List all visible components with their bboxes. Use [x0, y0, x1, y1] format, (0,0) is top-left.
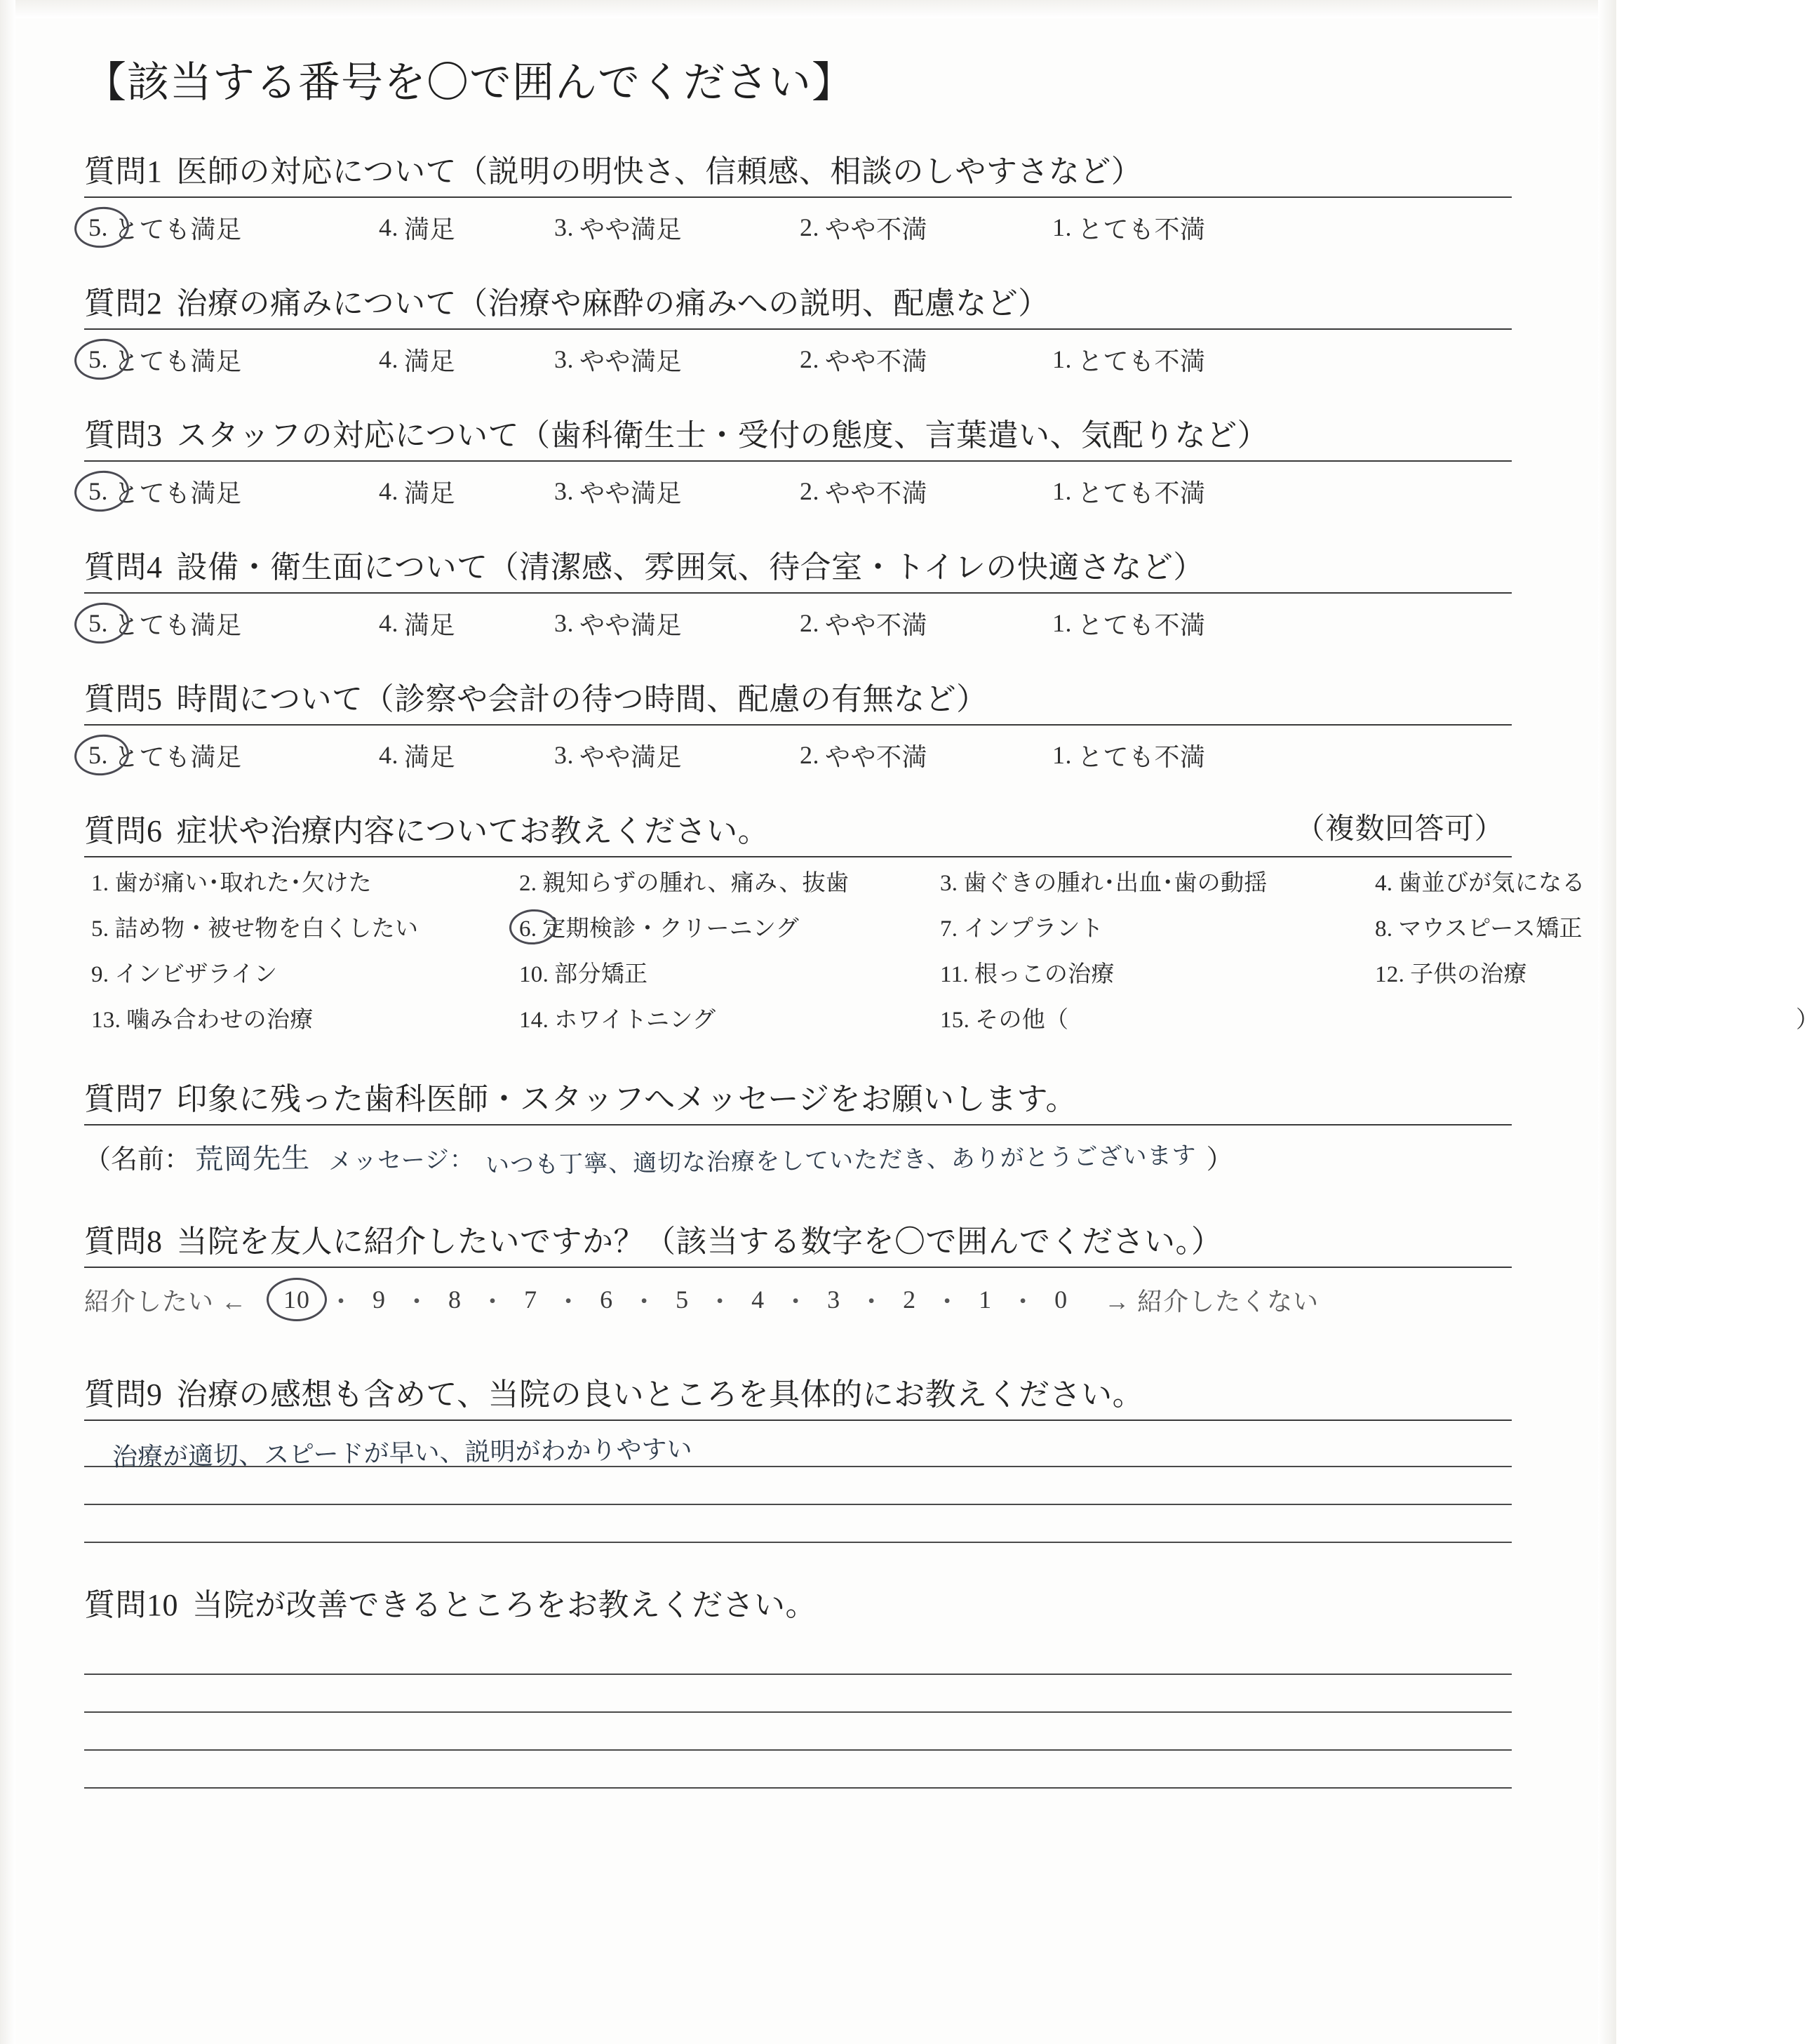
- question-5-rule: [84, 724, 1512, 726]
- question-5-options: [84, 733, 1532, 777]
- option-label: やや不満: [825, 610, 928, 639]
- question-8-rule: [84, 1267, 1512, 1268]
- option-label: とても不満: [1078, 479, 1206, 507]
- scale-dot: ・: [1010, 1287, 1037, 1316]
- scale-dot: ・: [631, 1287, 658, 1316]
- q8-value-4[interactable]: [733, 1285, 783, 1314]
- q6-option-15[interactable]: [933, 1001, 1819, 1034]
- option-number: 2.: [800, 741, 819, 769]
- q4-option-3[interactable]: [554, 606, 800, 641]
- q5-option-5[interactable]: [84, 737, 379, 773]
- scale-dot: ・: [556, 1287, 582, 1316]
- option-label: 満足: [404, 742, 456, 771]
- q2-option-3[interactable]: [554, 342, 800, 378]
- option-label: マウスピース矯正: [1398, 916, 1583, 942]
- write-line: [84, 1674, 1512, 1675]
- q2-option-2[interactable]: [800, 342, 1052, 378]
- option-label: やや満足: [579, 479, 683, 507]
- q5-option-4[interactable]: [379, 737, 554, 773]
- page-title: 【該当する番号を〇で囲んでください】: [84, 60, 854, 106]
- q4-option-1[interactable]: [1052, 606, 1277, 641]
- question-1-text: 医師の対応について（説明の明快さ、信頼感、相談のしやすさなど）: [176, 154, 1143, 189]
- question-1-rule: [84, 196, 1512, 198]
- option-label: 部分矯正: [554, 962, 648, 987]
- q3-option-5[interactable]: [84, 474, 379, 509]
- q8-value-5[interactable]: [657, 1285, 707, 1314]
- q6-option-11[interactable]: [933, 956, 1368, 989]
- question-block-9: [84, 1369, 1532, 1543]
- option-label: 定期検診・クリーニング: [542, 916, 799, 942]
- q4-option-5[interactable]: [84, 606, 379, 641]
- option-number: 4.: [1375, 871, 1393, 896]
- option-label: とても満足: [114, 347, 242, 375]
- option-number: 5.: [88, 609, 108, 637]
- option-number: 1.: [1052, 609, 1072, 637]
- q6-option-spacer: [1368, 1001, 1599, 1034]
- scan-edge-right: [1598, 0, 1616, 2044]
- question-9-heading: [84, 1369, 1532, 1414]
- q3-option-3[interactable]: [554, 474, 800, 509]
- question-4-text: 設備・衛生面について（清潔感、雰囲気、待合室・トイレの快適さなど）: [176, 550, 1204, 585]
- option-number: 4.: [379, 213, 398, 241]
- q1-option-2[interactable]: [800, 210, 1052, 246]
- q4-option-4[interactable]: [379, 606, 554, 641]
- question-5-number: 質問5: [84, 682, 163, 716]
- option-number: 12.: [1375, 962, 1405, 987]
- option-number: 5.: [91, 916, 109, 942]
- q7-message-label: メッセージ：: [328, 1145, 475, 1176]
- option-label: とても不満: [1078, 610, 1206, 639]
- q6-option-13[interactable]: [84, 1001, 512, 1034]
- write-line: [84, 1787, 1512, 1789]
- scale-dot: ・: [480, 1287, 506, 1316]
- option-number: 13.: [91, 1008, 121, 1033]
- option-number: 4.: [379, 609, 398, 637]
- question-10-number: 質問10: [84, 1588, 178, 1622]
- option-label: やや満足: [579, 610, 683, 639]
- option-number: 3.: [554, 741, 574, 769]
- option-label: インビザライン: [114, 962, 278, 987]
- option-label: その他（: [975, 1008, 1069, 1033]
- q1-option-1[interactable]: [1052, 210, 1277, 246]
- q4-option-2[interactable]: [800, 606, 1052, 641]
- q7-message-value: いつも丁寧、適切な治療をしていただき、ありがとうございます: [485, 1141, 1197, 1180]
- option-label: 歯並びが気になる: [1398, 871, 1585, 896]
- question-block-5: [84, 674, 1532, 777]
- question-7-text: 印象に残った歯科医師・スタッフへメッセージをお願いします。: [176, 1082, 1077, 1116]
- q8-value-1[interactable]: [960, 1285, 1010, 1314]
- option-number: 3.: [554, 477, 574, 505]
- scale-dot: ・: [404, 1287, 431, 1316]
- option-label: とても不満: [1078, 742, 1206, 771]
- option-number: 1.: [1052, 213, 1072, 241]
- question-block-2: [84, 278, 1532, 382]
- q8-left-label: 紹介したい ←: [84, 1287, 248, 1316]
- scale-number: 7: [524, 1285, 538, 1314]
- scale-number: 3: [827, 1285, 841, 1314]
- option-label: やや不満: [825, 347, 928, 375]
- option-label: ホワイトニング: [554, 1008, 716, 1033]
- q2-option-5[interactable]: [84, 342, 379, 378]
- scale-number: 5: [676, 1285, 690, 1314]
- question-6-number: 質問6: [84, 814, 163, 848]
- scale-number: 8: [448, 1285, 462, 1314]
- option-number: 5.: [88, 477, 108, 505]
- option-label: とても不満: [1078, 347, 1206, 375]
- q7-name-label: （名前：: [84, 1145, 192, 1175]
- q6-option-1[interactable]: [84, 864, 512, 897]
- scale-number: 1: [979, 1285, 993, 1314]
- question-block-3: [84, 410, 1532, 514]
- option-label: インプラント: [963, 916, 1104, 942]
- option-number: 5.: [88, 345, 108, 373]
- q3-option-1[interactable]: [1052, 474, 1277, 509]
- question-2-heading: [84, 278, 1532, 323]
- q6-option-2[interactable]: [512, 864, 933, 897]
- question-2-number: 質問2: [84, 286, 163, 321]
- q6-option-7[interactable]: [933, 910, 1368, 943]
- option-number: 5.: [88, 213, 108, 241]
- option-number: 5.: [88, 741, 108, 769]
- scale-dot: ・: [783, 1287, 810, 1316]
- q6-option-9[interactable]: [84, 956, 512, 989]
- option-number: 3.: [554, 213, 574, 241]
- option-label: 満足: [404, 347, 456, 375]
- option-number: 2.: [519, 871, 537, 896]
- option-number: 4.: [379, 477, 398, 505]
- question-5-heading: [84, 674, 1532, 719]
- question-9-text: 治療の感想も含めて、当院の良いところを具体的にお教えください。: [176, 1377, 1144, 1412]
- question-1-heading: [84, 146, 1532, 191]
- question-8-scale: [84, 1275, 1532, 1324]
- q5-option-3[interactable]: [554, 737, 800, 773]
- option-label: とても満足: [114, 610, 242, 639]
- option-label: とても満足: [114, 215, 242, 243]
- option-number: 4.: [379, 741, 398, 769]
- option-label: やや満足: [579, 347, 683, 375]
- q1-option-5[interactable]: [84, 210, 379, 246]
- question-block-4: [84, 542, 1532, 646]
- question-8-number: 質問8: [84, 1224, 163, 1259]
- question-6-note: （複数回答可）: [1295, 813, 1504, 846]
- option-number: 1.: [1052, 477, 1072, 505]
- option-number: 2.: [800, 477, 819, 505]
- question-6-options: [84, 864, 1819, 1034]
- q8-value-10[interactable]: [265, 1285, 328, 1314]
- q8-value-9[interactable]: [354, 1285, 404, 1314]
- option-number: 14.: [519, 1008, 549, 1033]
- q6-option-5[interactable]: [84, 910, 512, 943]
- option-number: 9.: [91, 962, 109, 987]
- question-block-8: [84, 1216, 1532, 1324]
- q8-value-0[interactable]: [1036, 1285, 1086, 1314]
- option-number: 3.: [554, 345, 574, 373]
- question-7-number: 質問7: [84, 1082, 163, 1116]
- question-1-options: [84, 205, 1532, 250]
- option-number: 1.: [1052, 345, 1072, 373]
- q6-option-4[interactable]: [1368, 864, 1599, 897]
- option-number: 7.: [940, 916, 958, 942]
- question-4-heading: [84, 542, 1532, 587]
- write-line: [84, 1542, 1512, 1543]
- q6-option-14[interactable]: [512, 1001, 933, 1034]
- option-label: 根っこの治療: [974, 962, 1115, 987]
- option-number: 2.: [800, 609, 819, 637]
- q8-value-3[interactable]: [809, 1285, 859, 1314]
- q6-other-close-paren: ）: [1796, 1008, 1819, 1033]
- question-1-number: 質問1: [84, 154, 163, 189]
- scan-edge-top: [0, 0, 1616, 18]
- question-7-heading: [84, 1074, 1532, 1118]
- q8-value-8[interactable]: [430, 1285, 480, 1314]
- option-number: 8.: [1375, 916, 1393, 942]
- circle-mark-icon: [267, 1278, 327, 1321]
- scale-number: 2: [903, 1285, 917, 1314]
- q6-option-8[interactable]: [1368, 910, 1599, 943]
- question-9-number: 質問9: [84, 1377, 163, 1412]
- option-label: 詰め物・被せ物を白くしたい: [114, 916, 419, 942]
- option-number: 4.: [379, 345, 398, 373]
- scan-edge-left: [0, 0, 15, 2044]
- q8-value-2[interactable]: [885, 1285, 934, 1314]
- option-label: やや満足: [579, 742, 683, 771]
- q1-option-3[interactable]: [554, 210, 800, 246]
- scale-number: 0: [1054, 1285, 1068, 1314]
- option-label: とても不満: [1078, 215, 1206, 243]
- option-number: 3.: [554, 609, 574, 637]
- q2-option-4[interactable]: [379, 342, 554, 378]
- question-7-answer[interactable]: [84, 1133, 1532, 1180]
- option-label: 親知らずの腫れ、痛み、抜歯: [542, 871, 850, 896]
- write-line: [84, 1749, 1512, 1751]
- option-number: 10.: [519, 962, 549, 987]
- question-block-1: [84, 146, 1532, 250]
- question-4-rule: [84, 592, 1512, 594]
- scale-dot: ・: [934, 1287, 961, 1316]
- write-line: [84, 1711, 1512, 1713]
- scale-number: 4: [751, 1285, 765, 1314]
- q6-option-12[interactable]: [1368, 956, 1599, 989]
- q8-value-6[interactable]: [582, 1285, 631, 1314]
- option-label: 満足: [404, 610, 456, 639]
- option-label: やや不満: [825, 215, 928, 243]
- q9-answer-text: 治療が適切、スピードが早い、説明がわかりやすい: [112, 1435, 692, 1472]
- question-4-options: [84, 601, 1532, 646]
- write-line: [84, 1504, 1512, 1505]
- option-label: 噛み合わせの治療: [126, 1008, 314, 1033]
- question-8-heading: [84, 1216, 1532, 1261]
- question-10-answer-area[interactable]: [84, 1674, 1532, 1789]
- option-number: 11.: [940, 962, 969, 987]
- question-3-heading: [84, 410, 1532, 455]
- option-label: とても満足: [114, 479, 242, 507]
- question-2-text: 治療の痛みについて（治療や麻酔の痛みへの説明、配慮など）: [176, 286, 1049, 321]
- q6-option-10[interactable]: [512, 956, 933, 989]
- question-3-rule: [84, 460, 1512, 462]
- option-label: やや不満: [825, 479, 928, 507]
- option-label: とても満足: [114, 742, 242, 771]
- option-number: 15.: [940, 1008, 970, 1033]
- question-9-rule: [84, 1420, 1512, 1421]
- option-label: やや満足: [579, 215, 683, 243]
- option-label: 子供の治療: [1410, 962, 1527, 987]
- question-2-options: [84, 337, 1532, 382]
- question-8-text: 当院を友人に紹介したいですか？（該当する数字を〇で囲んでください。）: [176, 1224, 1223, 1259]
- question-3-text: スタッフの対応について（歯科衛生士・受付の態度、言葉遣い、気配りなど）: [176, 418, 1269, 453]
- q8-scale-values: [265, 1282, 1086, 1318]
- q7-name-value: 荒岡先生: [194, 1142, 311, 1177]
- scale-dot: ・: [859, 1287, 885, 1316]
- scale-number: 10: [283, 1285, 311, 1314]
- option-number: 2.: [800, 345, 819, 373]
- option-label: 満足: [404, 479, 456, 507]
- question-2-rule: [84, 328, 1512, 330]
- option-label: 歯が痛い･取れた･欠けた: [114, 871, 372, 896]
- q8-value-7[interactable]: [506, 1285, 556, 1314]
- scale-number: 9: [372, 1285, 387, 1314]
- option-number: 1.: [91, 871, 109, 896]
- option-number: 2.: [800, 213, 819, 241]
- scale-number: 6: [600, 1285, 614, 1314]
- question-6-rule: [84, 856, 1512, 857]
- q7-close-paren: ）: [1206, 1145, 1233, 1175]
- question-3-number: 質問3: [84, 418, 163, 453]
- question-3-options: [84, 469, 1532, 514]
- question-10-heading: [84, 1579, 1532, 1624]
- option-label: 歯ぐきの腫れ･出血･歯の動揺: [963, 871, 1268, 896]
- question-4-number: 質問4: [84, 550, 163, 585]
- option-label: やや不満: [825, 742, 928, 771]
- scale-dot: ・: [328, 1287, 355, 1316]
- question-6-heading: [84, 806, 1532, 850]
- option-label: 満足: [404, 215, 456, 243]
- question-9-answer-area[interactable]: [84, 1435, 1532, 1543]
- q1-option-4[interactable]: [379, 210, 554, 246]
- scale-dot: ・: [707, 1287, 734, 1316]
- q5-option-2[interactable]: [800, 737, 1052, 773]
- q3-option-4[interactable]: [379, 474, 554, 509]
- q2-option-1[interactable]: [1052, 342, 1277, 378]
- option-number: 3.: [940, 871, 958, 896]
- question-7-rule: [84, 1124, 1512, 1125]
- q3-option-2[interactable]: [800, 474, 1052, 509]
- q6-option-3[interactable]: [933, 864, 1368, 897]
- q6-option-6[interactable]: [512, 910, 933, 943]
- question-6-text: 症状や治療内容についてお教えください。: [176, 814, 770, 848]
- question-block-10: [84, 1579, 1532, 1789]
- question-block-7: [84, 1074, 1532, 1180]
- q5-option-1[interactable]: [1052, 737, 1277, 773]
- question-10-text: 当院が改善できるところをお教えください。: [192, 1588, 817, 1622]
- option-number: 6.: [519, 916, 537, 942]
- option-number: 1.: [1052, 741, 1072, 769]
- q8-right-label: → 紹介したくない: [1104, 1287, 1320, 1316]
- question-block-6: [84, 806, 1819, 1034]
- question-5-text: 時間について（診察や会計の待つ時間、配慮の有無など）: [176, 682, 988, 716]
